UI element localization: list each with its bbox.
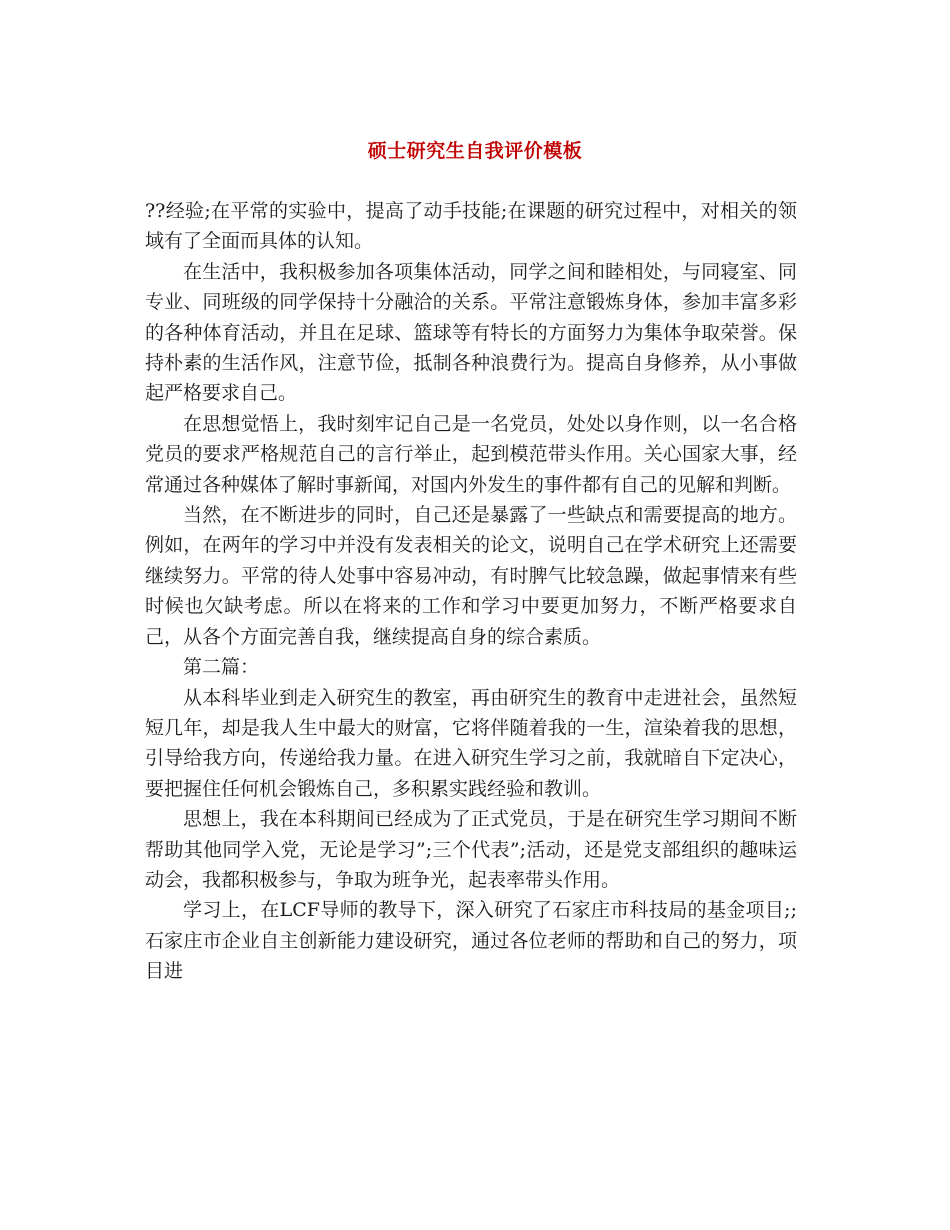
paragraph-ideology: 在思想觉悟上，我时刻牢记自己是一名党员，处处以身作则，以一名合格党员的要求严格规范自己的言行举止，起到模范带头作用。关心国家大事，经常通过各种媒体了解时事新闻，对国内外发生的事件都有自己的见解和判断。 [145, 412, 797, 496]
paragraph-study: 学习上，在LCF导师的教导下，深入研究了石家庄市科技局的基金项目;;石家庄市企业自主创新能力建设研究，通过各位老师的帮助和自己的努力，项目进 [145, 899, 797, 983]
paragraph-thought: 思想上，我在本科期间已经成为了正式党员，于是在研究生学习期间不断帮助其他同学入党，无论是学习”;三个代表”;活动，还是党支部组织的趣味运动会，我都积极参与，争取为班争光，起表率带头作用。 [145, 808, 797, 891]
paragraph-shortcomings: 当然，在不断进步的同时，自己还是暴露了一些缺点和需要提高的地方。例如，在两年的学习中并没有发表相关的论文，说明自己在学术研究上还需要继续努力。平常的待人处事中容易冲动，有时脾气比较急躁，做起事情来有些时候也欠缺考虑。所以在将来的工作和学习中要更加努力，不断严格要求自己，从各个方面完善自我，继续提高自身的综合素质。 [145, 504, 797, 648]
document-body [145, 196, 797, 987]
section-heading-second: 第二篇： [183, 656, 260, 679]
paragraph-continuation: ??经验;在平常的实验中，提高了动手技能;在课题的研究过程中，对相关的领域有了全面而具体的认知。 [145, 200, 797, 253]
document-title: 硕士研究生自我评价模板 [367, 140, 583, 162]
paragraph-life: 在生活中，我积极参加各项集体活动，同学之间和睦相处，与同寝室、同专业、同班级的同学保持十分融洽的关系。平常注意锻炼身体，参加丰富多彩的各种体育活动，并且在足球、篮球等有特长的方面努力为集体争取荣誉。保持朴素的生活作风，注意节俭，抵制各种浪费行为。提高自身修养，从小事做起严格要求自己。 [145, 260, 797, 405]
paragraph-intro-second: 从本科毕业到走入研究生的教室，再由研究生的教育中走进社会，虽然短短几年，却是我人生中最大的财富，它将伴随着我的一生，渲染着我的思想，引导给我方向，传递给我力量。在进入研究生学习之前，我就暗自下定决心，要把握住任何机会锻炼自己，多积累实践经验和教训。 [145, 686, 797, 800]
